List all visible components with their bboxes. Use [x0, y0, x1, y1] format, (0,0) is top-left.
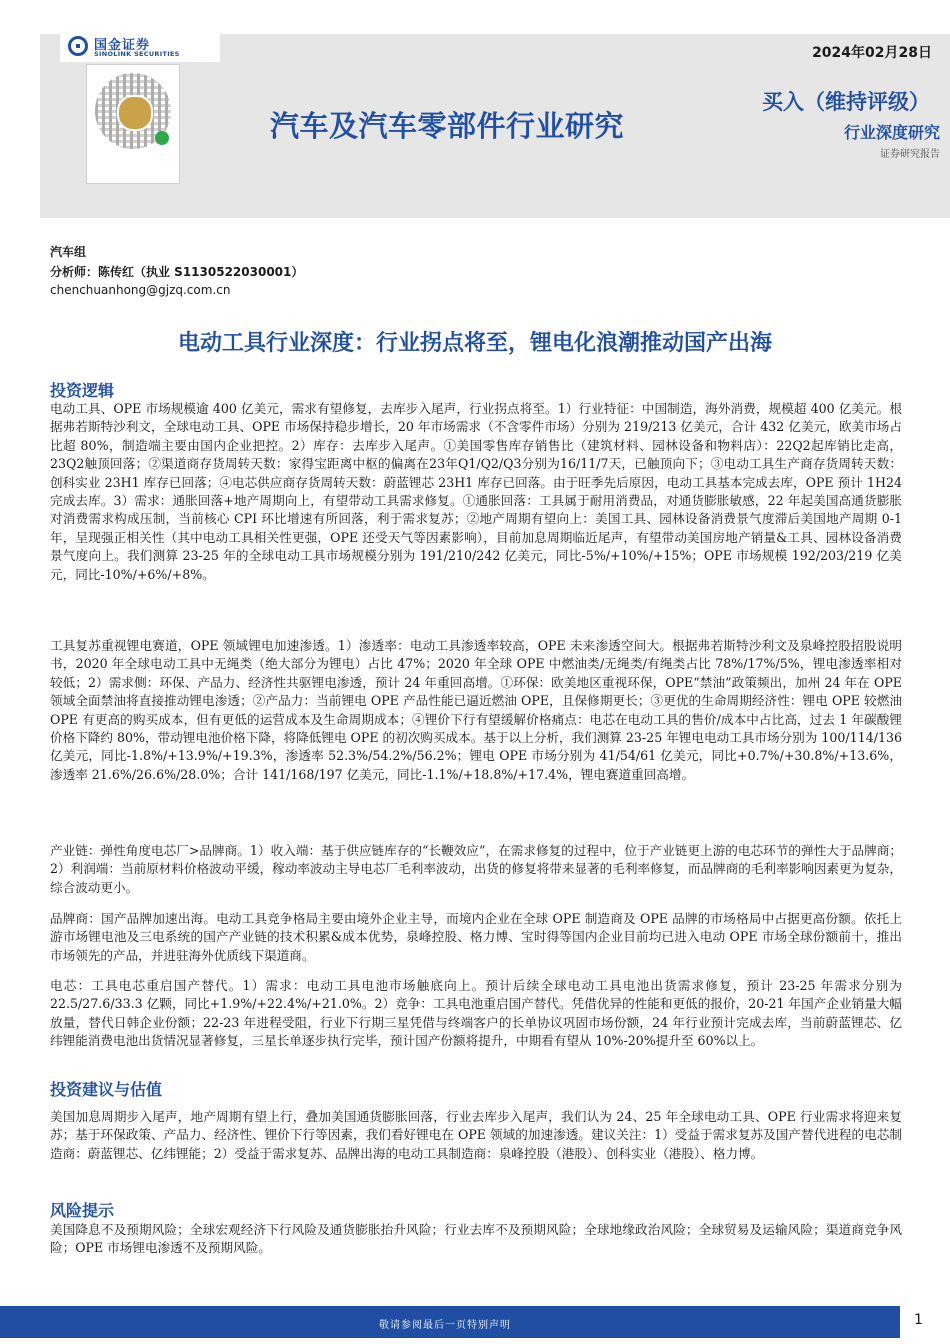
- qr-wechat-icon: [155, 131, 169, 145]
- risk-paragraph: 美国降息不及预期风险；全球宏观经济下行风险及通货膨胀抬升风险；行业去库不及预期风险；全球地缘政治风险；全球贸易及运输风险；渠道商竞争风险；OPE 市场锂电渗透不及预期风险。: [50, 1222, 902, 1256]
- rating-badge: 买入（维持评级）: [762, 90, 930, 114]
- logo-en-text: SINOLINK SECURITIES: [94, 50, 180, 58]
- report-date: 2024年02月28日: [812, 45, 932, 61]
- logic-paragraph-4: 品牌商：国产品牌加速出海。电动工具竞争格局主要由境外企业主导，而境内企业在全球 OPE 制造商及 OPE 品牌的市场格局中占据更高份额。依托上游市场锂电池及三电系统的国产产业链的技术积累&成本优势，泉峰控股、格力博、宝时得等国内企业目前均已进入电动 OPE 市场全球份额前十，推出市场领先的产品，并进驻海外优质线下渠道商。: [50, 911, 902, 963]
- industry-title: 汽车及汽车零部件行业研究: [270, 109, 625, 143]
- logic-paragraph-1: 电动工具、OPE 市场规模逾 400 亿美元，需求有望修复，去库步入尾声，行业拐点将至。1）行业特征：中国制造，海外消费，规模超 400 亿美元。根据弗若斯特沙利文，全球电动工具、OPE 市场保持稳步增长，20 年市场需求（不含零件市场）分别为 219/213 亿美元，合计 432 亿美元，欧美市场占比超 80%，制造端主要由国内企业把控。2）库存：去库步入尾声。①美国零售库存销售比（建筑材料、园林设备和物料店）：22Q2起库销比走高，23Q2触顶回落；②渠道商存货周转天数：家得宝距离中枢的偏离在23年Q1/Q2/Q3分别为16/11/7天，已触顶向下；③电动工具生产商存货周转天数：创科实业 23H1 库存已回落；④电芯供应商存货周转天数：蔚蓝锂芯 23H1 库存已回落。由于旺季先后原因，电动工具基本完成去库，OPE 预计 1H24 完成去库。3）需求：通胀回落+地产周期向上，有望带动工具需求修复。①通胀回落：工具属于耐用消费品，对通货膨胀敏感，22 年起美国高通货膨胀对消费需求构成压制，当前核心 CPI 环比增速有所回落，利于需求复苏；②地产周期有望向上：美国工具、园林设备消费景气度滞后美国地产周期 0-1 年，呈现强正相关性（其中电动工具相关性更强，OPE 还受天气等因素影响），目前加息周期临近尾声，有望带动美国房地产销量&工具、园林设备消费景气度向上。我们测算 23-25 年的全球电动工具市场规模分别为 191/210/242 亿美元，同比-5%/+10%/+15%；OPE 市场规模 192/203/219 亿美元，同比-10%/+6%/+8%。: [50, 401, 902, 582]
- report-type: 行业深度研究: [843, 123, 940, 142]
- report-category: 证券研究报告: [880, 149, 940, 160]
- analyst-email[interactable]: chenchuanhong@gjzq.com.cn: [50, 283, 231, 297]
- report-title: 电动工具行业深度：行业拐点将至，锂电化浪潮推动国产出海: [177, 331, 772, 356]
- analyst-label: 分析师：陈传红（执业 S1130522030001）: [50, 265, 304, 279]
- group-label: 汽车组: [50, 245, 87, 259]
- section-heading-risk: 风险提示: [50, 1201, 115, 1220]
- logic-paragraph-2: 工具复苏重视锂电赛道，OPE 领域锂电加速渗透。1）渗透率：电动工具渗透率较高，OPE 未来渗透空间大。根据弗若斯特沙利文及泉峰控股招股说明书，2020 年全球电动工具中无绳类（绝大部分为锂电）占比 47%；2020 年全球 OPE 中燃油类/无绳类/有绳类占比 78%/17%/5%，锂电渗透率相对较低；2）需求侧：环保、产品力、经济性共驱锂电渗透，预计 24 年重回高增。①环保：欧美地区重视环保，OPE“禁油”政策频出，加州 24 年在 OPE 领域全面禁油将直接推动锂电渗透；②产品力：当前锂电 OPE 产品性能已逼近燃油 OPE，且保修期更长；③更优的生命周期经济性：锂电 OPE 较燃油 OPE 有更高的购买成本，但有更低的运营成本及生命周期成本；④锂价下行有望缓解价格痛点：电芯在电动工具的售价/成本中占比高，过去 1 年碳酸锂价格下降约 80%，带动锂电池价格下降，将降低锂电 OPE 的初次购买成本。基于以上分析，我们测算 23-25 年锂电电动工具市场分别为 100/114/136 亿美元，同比-1.8%/+13.9%/+19.3%，渗透率 52.3%/54.2%/56.2%；锂电 OPE 市场分别为 41/54/61 亿美元，同比+0.7%/+30.8%/+13.6%，渗透率 21.6%/26.6%/28.0%；合计 141/168/197 亿美元，同比-1.1%/+18.8%/+17.4%，锂电赛道重回高增。: [50, 638, 902, 782]
- footer-disclaimer: 敬请参阅最后一页特别声明: [379, 1320, 511, 1331]
- company-logo: [60, 30, 220, 62]
- qr-center-icon: [117, 95, 153, 131]
- page-number: 1: [914, 1312, 923, 1328]
- advice-paragraph: 美国加息周期步入尾声，地产周期有望上行，叠加美国通货膨胀回落，行业去库步入尾声，我们认为 24、25 年全球电动工具、OPE 行业需求将迎来复苏；基于环保政策、产品力、经济性、锂价下行等因素，我们看好锂电在 OPE 领域的加速渗透。建议关注：1）受益于需求复苏及国产替代进程的电芯制造商：蔚蓝锂芯、亿纬锂能；2）受益于需求复苏、品牌出海的电动工具制造商：泉峰控股（港股）、创科实业（港股）、格力博。: [50, 1109, 902, 1161]
- logo-icon: [68, 36, 88, 56]
- section-heading-logic: 投资逻辑: [50, 381, 115, 400]
- logo-cn-text: 国金证券: [94, 38, 151, 53]
- section-heading-advice: 投资建议与估值: [50, 1080, 163, 1099]
- logic-paragraph-3: 产业链：弹性角度电芯厂>品牌商。1）收入端：基于供应链库存的“长鞭效应”，在需求修复的过程中，位于产业链更上游的电芯环节的弹性大于品牌商；2）利润端：当前原材料价格波动平缓，稼动率波动主导电芯厂毛利率波动，出货的修复将带来显著的毛利率修复，而品牌商的毛利率影响因素更为复杂，综合波动更小。: [50, 843, 902, 895]
- logic-paragraph-5: 电芯：工具电芯重启国产替代。1）需求：电动工具电池市场触底向上。预计后续全球电动工具电池出货需求修复，预计 23-25 年需求分别为 22.5/27.6/33.3 亿颗，同比+1.9%/+22.4%/+21.0%。2）竞争：工具电池重启国产替代。凭借优异的性能和更低的报价，20-21 年国产企业销量大幅放量，替代日韩企业份额；22-23 年进程受阻，行业下行期三星凭借与终端客户的长单协议巩固市场份额，24 年行业预计完成去库，当前蔚蓝锂芯、亿纬锂能消费电池出货情况显著修复，三星长单逐步执行完毕，预计国产份额将提升，中期看有望从 10%-20%提升至 60%以上。: [50, 978, 902, 1049]
- qr-code-icon: [86, 64, 180, 184]
